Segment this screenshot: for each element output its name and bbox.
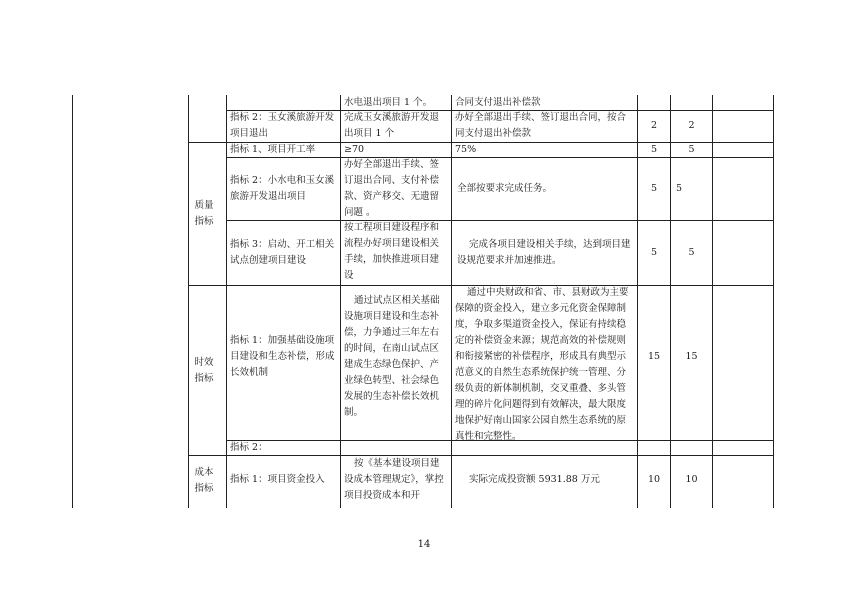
row0-target: 水电退出项目 1 个。: [344, 97, 433, 108]
row7-weight: 10: [647, 474, 661, 485]
row4-indicator: 指标 3：启动、开工相关试点创建项目建设: [230, 239, 335, 266]
row1-indicator: 指标 2：玉女溪旅游开发项目退出: [230, 112, 335, 139]
row4-weight: 5: [650, 247, 658, 258]
cost-indicator-label: 成本指标: [194, 467, 214, 494]
row5-indicator: 指标 1：加强基础设施项目建设和生态补偿，形成长效机制: [230, 335, 335, 378]
row1-score: 2: [688, 120, 695, 131]
row5-target: 通过试点区相关基础设施项目建设和生态补偿，力争通过三年左右的时间，在南山试点区建成生态绿色保护、产业绿色转型、社会绿色发展的生态补偿长效机制。: [344, 295, 440, 418]
quality-indicator-label: 质量指标: [194, 200, 214, 227]
row7-target: 按《基本建设项目建设成本管理规定》，掌控项目投资成本和开: [344, 458, 444, 501]
row1-weight: 2: [650, 120, 658, 131]
row0-actual: 合同支付退出补偿款: [455, 97, 541, 108]
row5-actual: 通过中央财政和省、市、县财政为主要保障的资金投入，建立多元化资金保障制度，争取多渠道资金投入，保证有持续稳定的补偿资金来源；规范高效的补偿规则和衔接紧密的补偿程序，形成具有典型示范意义的自然生态系统保护统一管理、分级负责的新体制机制，交叉重叠、多头管理的碎片化问题得到有效解决，最大限度地保护好南山国家公园自然生态系统的原真性和完整性。: [455, 287, 629, 442]
row2-actual: 75%: [455, 144, 477, 155]
row1-target: 完成玉女溪旅游开发退出项目 1 个: [344, 112, 440, 139]
row7-score: 10: [685, 474, 698, 485]
row6-indicator: 指标 2：: [230, 442, 268, 453]
row7-actual: 实际完成投资额 5931.88 万元: [469, 474, 600, 485]
table-border-left: [72, 95, 73, 508]
table-border-right: [773, 95, 774, 508]
row2-weight: 5: [650, 144, 658, 155]
row3-target: 办好全部退出手续、签订退出合同、支付补偿款、资产移交、无遗留问题 。: [344, 159, 440, 218]
row2-target: ≥70: [344, 144, 365, 155]
row4-target: 按工程项目建设程序和流程办好项目建设相关手续，加快推进项目建设: [344, 222, 440, 281]
row3-indicator: 指标 2：小水电和玉女溪旅游开发退出项目: [230, 175, 335, 202]
row3-weight: 5: [650, 183, 658, 194]
page-number: 14: [417, 539, 431, 550]
row-line-4: [226, 220, 773, 221]
row3-actual: 全部按要求完成任务。: [457, 183, 553, 194]
row4-actual: 完成各项目建设相关手续，达到项目建设规范要求并加速推进。: [457, 239, 631, 266]
row2-indicator: 指标 1、项目开工率: [230, 144, 316, 155]
row3-score: 5: [676, 183, 683, 194]
row4-score: 5: [688, 247, 695, 258]
row2-score: 5: [688, 144, 695, 155]
row7-indicator: 指标 1：项目资金投入: [230, 474, 325, 485]
timeliness-indicator-label: 时效指标: [194, 357, 214, 384]
row1-actual: 办好全部退出手续、签订退出合同，按合同支付退出补偿款: [455, 112, 627, 139]
row5-score: 15: [685, 351, 698, 362]
row5-weight: 15: [647, 351, 661, 362]
table-col-line-1: [188, 95, 189, 508]
